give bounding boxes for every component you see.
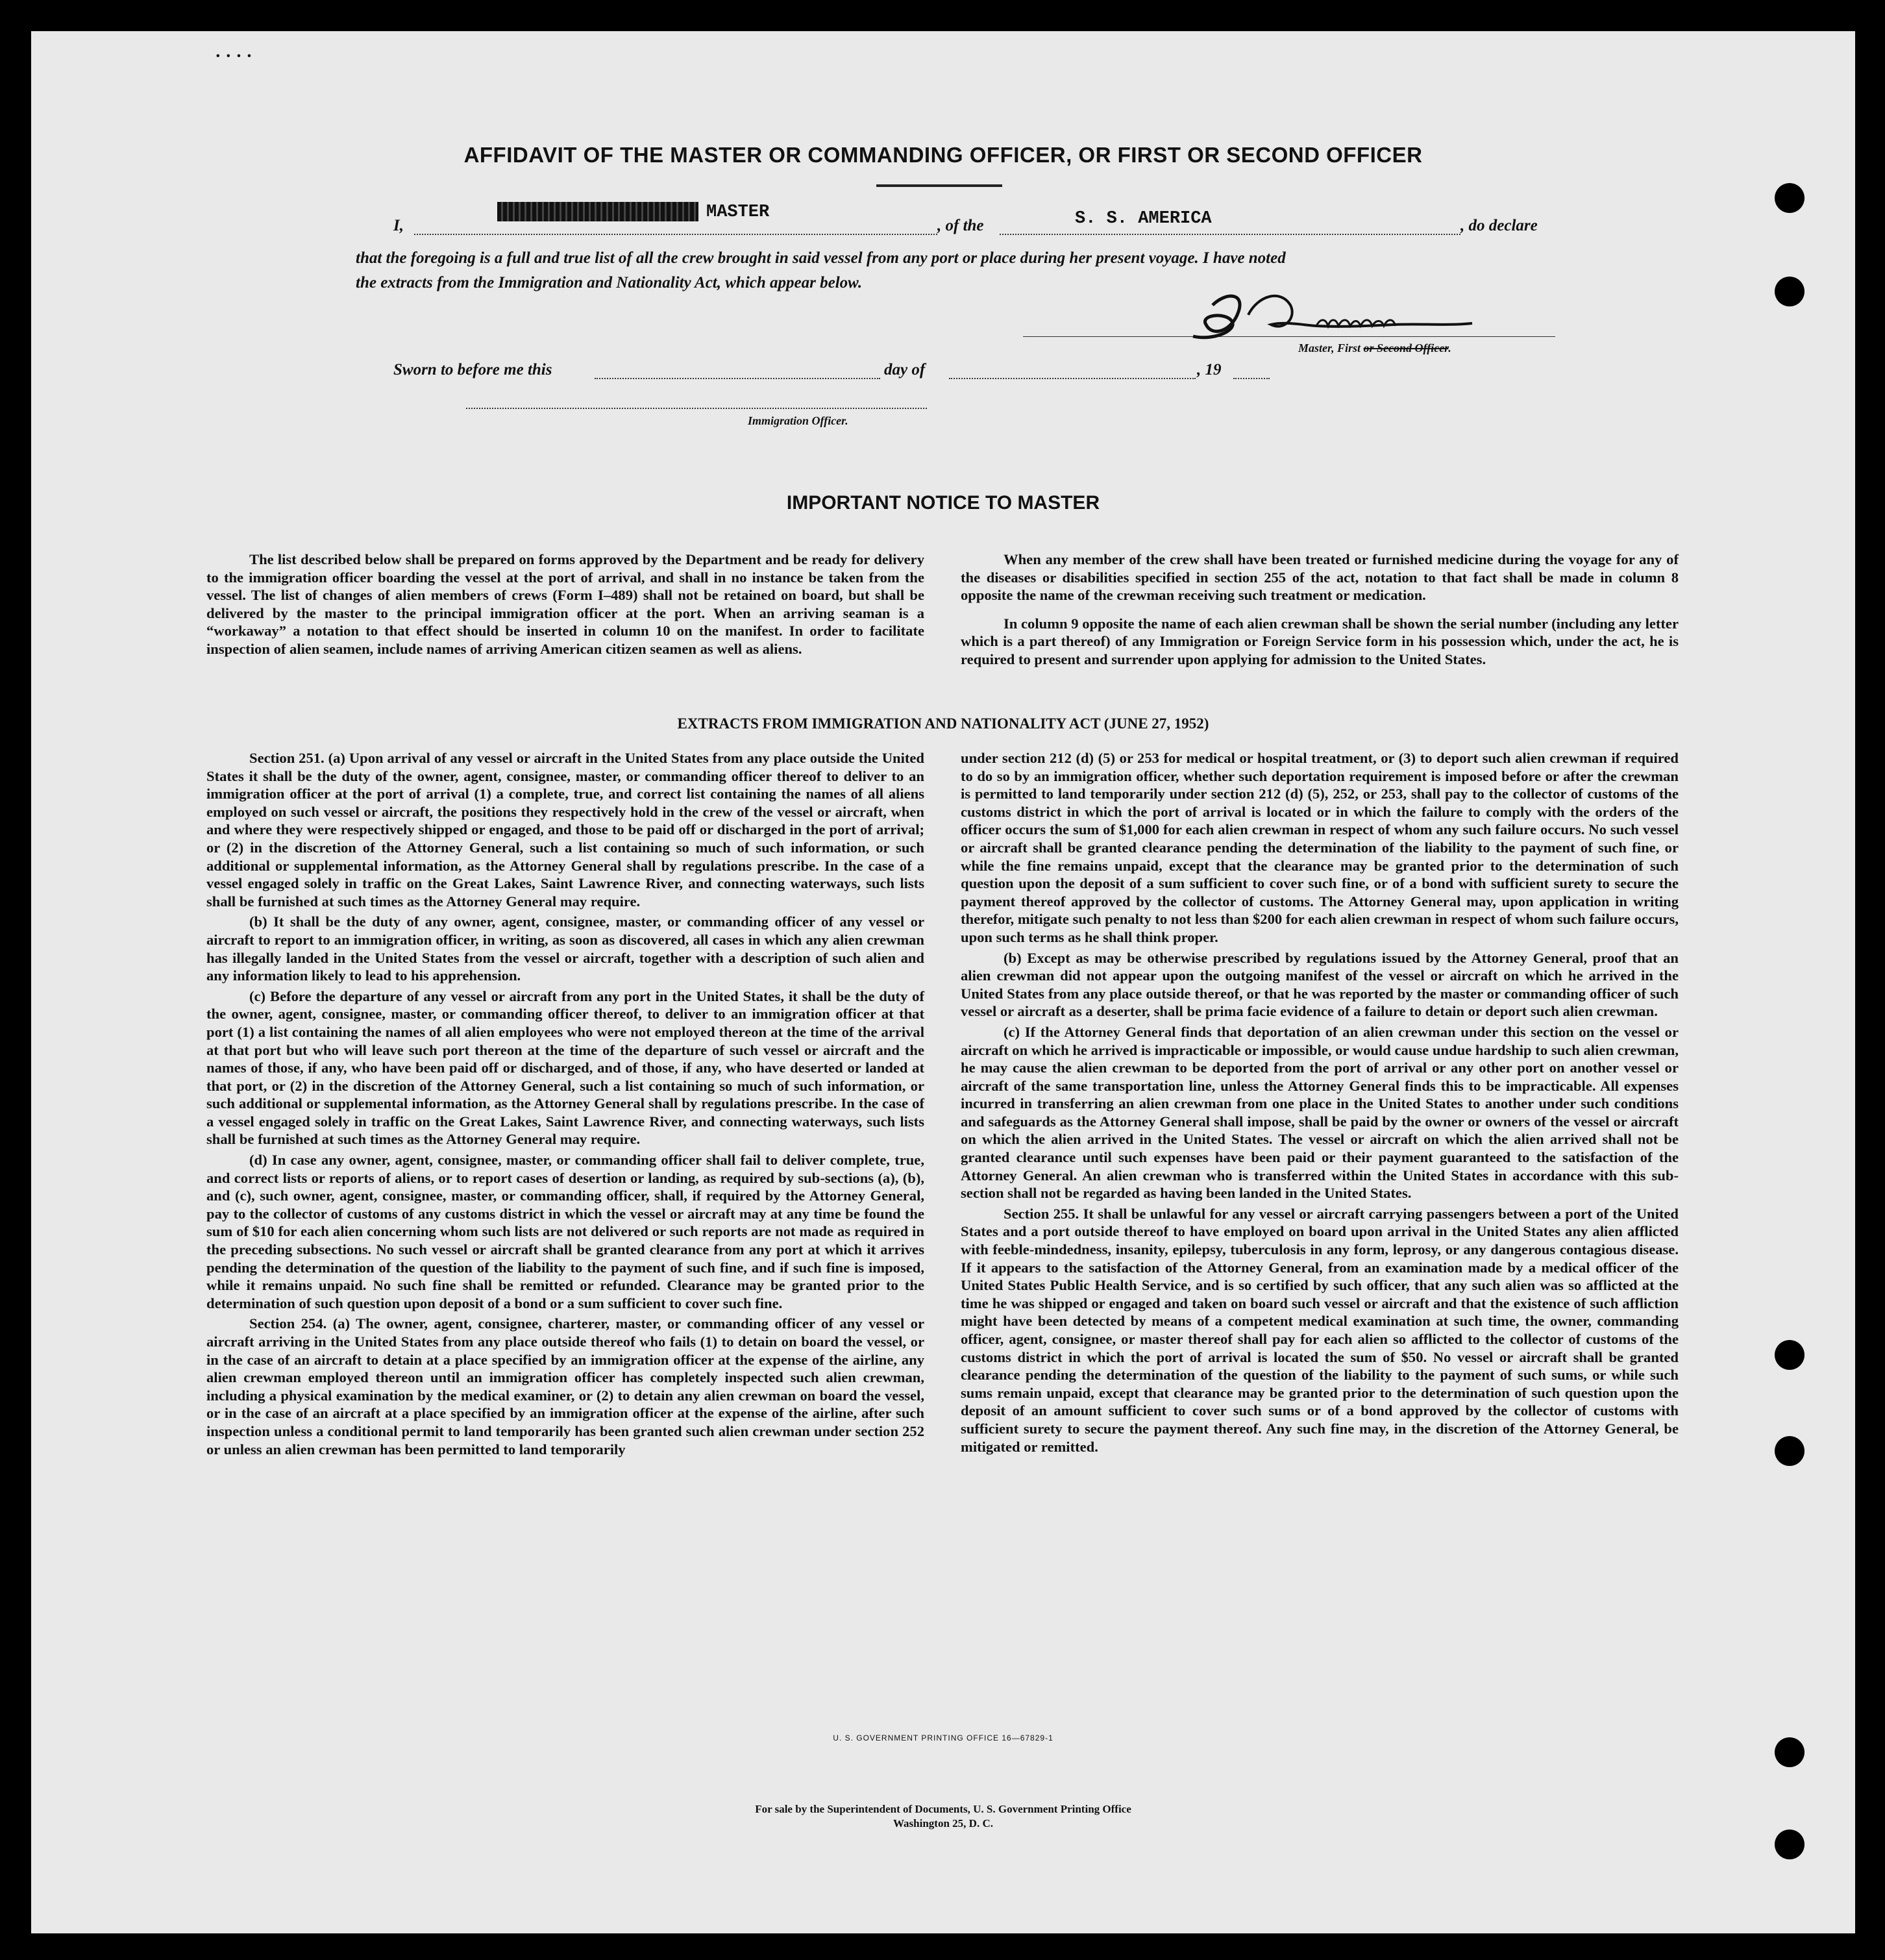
punch-hole: [1775, 183, 1805, 213]
year-fill-line: [1233, 378, 1270, 379]
punch-hole: [1775, 277, 1805, 306]
sale-line-2: Washington 25, D. C.: [893, 1817, 993, 1830]
of-the-text: , of the: [937, 217, 984, 234]
section-251a: Section 251. (a) Upon arrival of any vessel or aircraft in the United States from any place outside the United States it shall be the duty of the owner, agent, consignee, master, or commanding officer thereof to deliver to an immigration officer at the port of arrival (1) a complete, true, and correct list containing the names of all aliens employed on such vessel or aircraft, the positions they respectively hold in the crew of the vessel or aircraft, when and where they were respectively shipped or engaged, and those to be paid off or discharged in the port of arrival; or (2) in the discretion of the Attorney General, such a list containing so much of such information, or such additional or supplemental information, as the Attorney General shall by regulations prescribe. In the case of a vessel engaged solely in traffic on the Great Lakes, Saint Lawrence River, and connecting waterways, such lists shall be furnished at such times as the Attorney General may require.: [206, 750, 924, 910]
notice-left-column: [206, 551, 924, 661]
section-254c: (c) If the Attorney General finds that deportation of an alien crewman under this section on the vessel or aircraft on which he arrived is impracticable or impossible, or would cause undue hardship to such alien crewman, he may cause the alien crewman to be deported from the port of arrival or any other port on another vessel or aircraft of the same transportation line, unless the Attorney General finds this to be impracticable. All expenses incurred in transferring an alien crewman from one place in the United States to another under such conditions and safeguards as the Attorney General shall impose, shall be paid by the owner or owners of the vessel or aircraft on which the alien arrived in the United States. The vessel or aircraft on which the alien arrived shall not be granted clearance until such expenses have been paid or their payment guaranteed to the satisfaction of the Attorney General. An alien crewman who is transferred within the United States in accordance with this sub-section shall not be regarded as having been landed in the United States.: [961, 1023, 1679, 1202]
signature-label-struck: or Second Officer: [1363, 341, 1449, 354]
section-254a-continued: under section 212 (d) (5) or 253 for medical or hospital treatment, or (3) to deport such alien crewman if required to do so by an immigration officer, whether such deportation requirement is imposed before or after the crewman is permitted to land temporarily under section 212 (d) (5), 252, or 253, shall pay to the collector of customs of the customs district in which the port of arrival is located or in which the failure to comply with the orders of the officer occurs the sum of $1,000 for each alien crewman in respect of whom any such failure occurs. No such vessel or aircraft shall be granted clearance pending the determination of the liability to the payment of such fine, or while the fine remains unpaid, except that the clearance may be granted prior to the determination of such question upon the deposit of a sum sufficient to cover such fine, or of a bond with sufficient surety to secure the payment thereof approved by the collector of customs. The Attorney General may, upon application in writing therefor, mitigate such penalty to not less than $200 for each alien crewman in respect of whom such failure occurs, upon such terms as he shall think proper.: [961, 750, 1679, 945]
signature-label: [1298, 341, 1451, 355]
sworn-prefix: Sworn to before me this: [393, 361, 552, 378]
notice-title: IMPORTANT NOTICE TO MASTER: [786, 492, 1100, 514]
gpo-imprint: U. S. GOVERNMENT PRINTING OFFICE 16—67829-1: [833, 1733, 1053, 1743]
vessel-name-typed: S. S. AMERICA: [1075, 209, 1212, 229]
day-of-text: day of: [884, 361, 926, 378]
sale-notice: [31, 1802, 1855, 1831]
notice-left-paragraph: The list described below shall be prepared on forms approved by the Department and be ready for delivery to the immigration officer boarding the vessel at the port of arrival, and shall in no instance be taken from the vessel. The list of changes of alien members of crews (Form I–489) shall not be retained on board, but shall be delivered by the master to the principal immigration officer at the port. When an arriving seaman is a “workaway” a notation to that effect should be inserted in column 10 on the manifest. In order to facilitate inspection of alien seamen, include names of arriving American citizen seamen as well as aliens.: [206, 551, 924, 657]
extracts-left-column: [206, 749, 924, 1461]
title-rule: [876, 184, 1002, 187]
section-254b: (b) Except as may be otherwise prescribed by regulations issued by the Attorney General, proof that an alien crewman did not appear upon the outgoing manifest of the vessel or aircraft on which he arrived in the United States from any place outside thereof, or that he was reported by the master or commanding officer of such vessel or aircraft as a deserter, shall be prima facie evidence of a failure to detain or deport such alien crewman.: [961, 949, 1679, 1020]
immigration-officer-line: [466, 408, 927, 409]
punch-hole: [1775, 1737, 1805, 1767]
notice-right-column: [961, 551, 1679, 671]
signature-label-suffix: .: [1448, 341, 1451, 354]
section-251b: (b) It shall be the duty of any owner, agent, consignee, master, or commanding officer of any vessel or aircraft to report to an immigration officer, in writing, as soon as discovered, all cases in which any alien crewman has illegally landed in the United States from the vessel or aircraft, together with a description of such alien and any information likely to lead to his apprehension.: [206, 913, 924, 984]
extracts-right-column: [961, 749, 1679, 1458]
rank-typed: MASTER: [706, 203, 770, 222]
section-255: Section 255. It shall be unlawful for any vessel or aircraft carrying passengers between a port of the United States and a port outside thereof to have employed on board upon arrival in the United States any alien afflicted with feeble-mindedness, insanity, epilepsy, tuberculosis in any form, leprosy, or any dangerous contagious disease. If it appears to the satisfaction of the Attorney General, from an examination made by a medical officer of the United States Public Health Service, and is so certified by such officer, that any such alien was so afflicted at the time he was shipped or engaged and taken on board such vessel or aircraft and that the existence of such affliction might have been detected by means of a competent medical examination at such time, the owner, commanding officer, agent, consignee, or master thereof shall pay for each alien so afflicted to the collector of customs of the customs district in which the port of arrival is located the sum of $50. No vessel or aircraft shall be granted clearance pending the determination of the question of the liability to the payment of such sums, or while such sums remain unpaid, except that clearance may be granted prior to the determination of such question upon the deposit of an amount sufficient to cover such sums or of a bond approved by the collector of customs with sufficient surety to secure the payment thereof. Any such fine may, in the discretion of the Attorney General, be mitigated or remitted.: [961, 1205, 1679, 1455]
signature-scribble: [1187, 286, 1563, 344]
redacted-name: [497, 202, 698, 221]
punch-hole: [1775, 1340, 1805, 1370]
immigration-officer-label: Immigration Officer.: [748, 414, 848, 427]
section-251d: (d) In case any owner, agent, consignee, master, or commanding officer shall fail to deliver complete, true, and correct lists or reports of aliens, or to report cases of desertion or landing, as required by sub-sections (a), (b), and (c), such owner, agent, consignee, master, or commanding officer, shall, if required by the Attorney General, pay to the collector of customs of any customs district in which the vessel or aircraft may at any time be found the sum of $10 for each alien concerning whom such lists are not delivered or such reports are not made as required in the preceding subsections. No such vessel or aircraft shall be granted clearance from any port at which it arrives pending the determination of the question of the liability to the payment of such fine, and if such fine is imposed, while it remains unpaid. No such fine shall be remitted or refunded. Clearance may be granted prior to the determination of such question upon deposit of a bond or a sum sufficient to cover such fine.: [206, 1152, 924, 1311]
declaration-pronoun: I,: [393, 217, 404, 234]
do-declare-text: , do declare: [1460, 217, 1538, 234]
declaration-line1: that the foregoing is a full and true list of all the crew brought in said vessel from any port or place during her present voyage. I have noted: [356, 249, 1286, 267]
affidavit-title: AFFIDAVIT OF THE MASTER OR COMMANDING OFFICER, OR FIRST OR SECOND OFFICER: [463, 143, 1423, 167]
section-254a: Section 254. (a) The owner, agent, consignee, charterer, master, or commanding officer of any vessel or aircraft arriving in the United States from any place outside thereof who fails (1) to detain on board the vessel, or in the case of an aircraft to detain at a place specified by an immigration officer at the expense of the airline, any alien crewman employed thereon until an immigration officer has completely inspected such alien crewman, including a physical examination by the medical examiner, or (2) to detain any alien crewman on board the vessel, or in the case of an aircraft at a place specified by an immigration officer at the expense of the airline, after such inspection unless a conditional permit to land temporarily has been granted such alien crewman under section 252 or unless an alien crewman has been permitted to land temporarily: [206, 1315, 924, 1458]
notice-right-paragraph-2: In column 9 opposite the name of each alien crewman shall be shown the serial number (including any letter which is a part thereof) of any Immigration or Foreign Service form in his possession which, under the act, he is required to present and surrender upon applying for admission to the United States.: [961, 615, 1679, 667]
sale-line-1: For sale by the Superintendent of Documents, U. S. Government Printing Office: [755, 1803, 1131, 1815]
signature-label-prefix: Master, First: [1298, 341, 1361, 354]
sworn-day-fill-line: [595, 378, 880, 379]
section-251c: (c) Before the departure of any vessel or aircraft from any port in the United States, it shall be the duty of the owner, agent, consignee, master, or commanding officer thereof, to deliver to an immigration officer at that port (1) a list containing the names of all alien employees who were not employed thereon at the time of the arrival at that port but who will leave such port thereon at the time of the departure of such vessel or aircraft and the names of those, if any, who have been paid off or discharged, and of those, if any, who have deserted or landed at that port, or (2) in the discretion of the Attorney General, such a list containing so much of such information, or such additional or supplemental information, as the Attorney General shall by regulations prescribe. In the case of a vessel engaged solely in traffic on the Great Lakes, Saint Lawrence River, and connecting waterways, such lists shall be furnished at such times as the Attorney General may require.: [206, 987, 924, 1148]
name-fill-line: [414, 234, 937, 235]
corner-mark: • • • •: [216, 51, 253, 62]
year-prefix: , 19: [1197, 361, 1222, 378]
document-page: [31, 31, 1855, 1933]
extracts-title: EXTRACTS FROM IMMIGRATION AND NATIONALITY ACT (JUNE 27, 1952): [677, 715, 1209, 732]
vessel-fill-line: [1000, 234, 1460, 235]
declaration-line2: the extracts from the Immigration and Nationality Act, which appear below.: [356, 274, 863, 292]
notice-right-paragraph-1: When any member of the crew shall have been treated or furnished medicine during the voyage for any of the diseases or disabilities specified in section 255 of the act, notation to that fact shall be made in column 8 opposite the name of the crewman receiving such treatment or medication.: [961, 551, 1679, 604]
sworn-month-fill-line: [949, 378, 1196, 379]
punch-hole: [1775, 1830, 1805, 1859]
punch-hole: [1775, 1436, 1805, 1466]
